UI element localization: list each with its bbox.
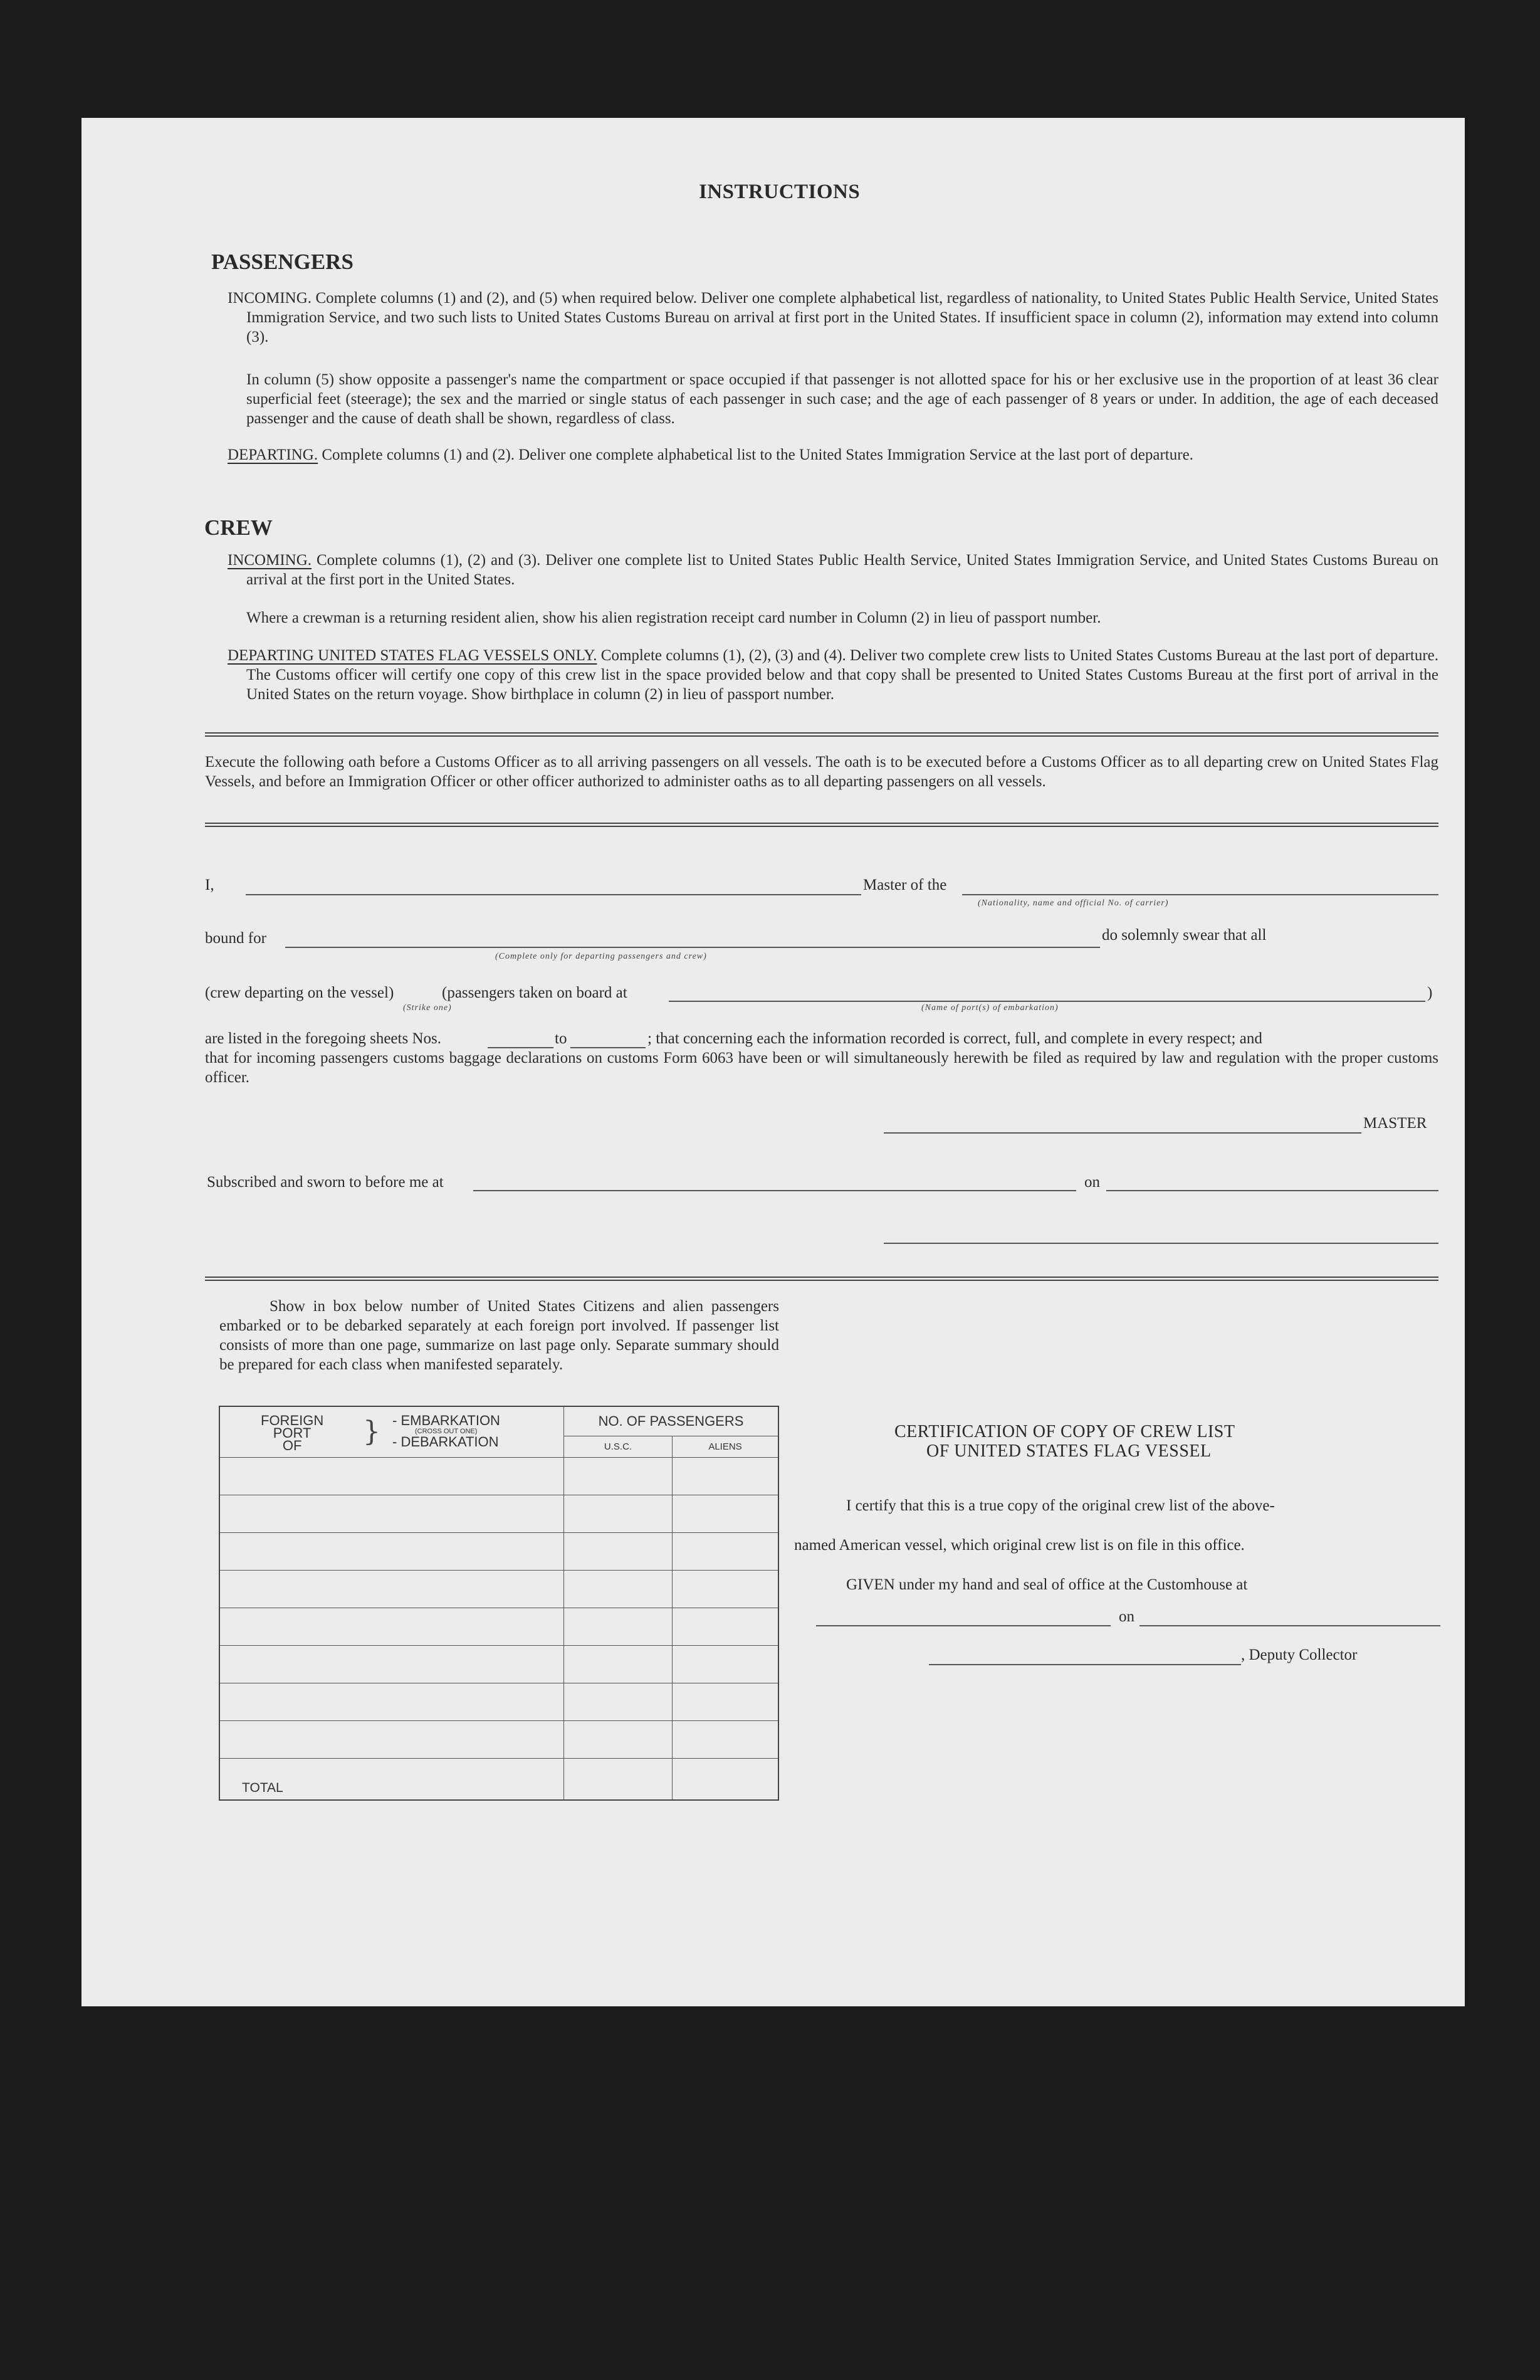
port-label: PORT [273, 1425, 312, 1441]
crew-departing-label: DEPARTING UNITED STATES FLAG VESSELS ONLY. [228, 647, 597, 664]
passengers-departing-label: DEPARTING. [228, 446, 318, 463]
listed-paragraph-end: that for incoming passengers customs baggage declarations on customs Form 6063 have been or will simultaneously herewith be filed as required by law and regulation with the proper customs officer. [205, 1050, 1438, 1086]
crew-incoming-text: Complete columns (1), (2) and (3). Deliver one complete list to United States Public Health Service, United States Immigration Service, and United States Customs Bureau on arrival at the first port in the United States. [246, 552, 1438, 588]
carrier-caption: (Nationality, name and official No. of carrier) [978, 898, 1169, 908]
aliens-cell[interactable] [673, 1533, 779, 1571]
debarkation-option: - DEBARKATION [392, 1434, 499, 1450]
port-cell[interactable] [219, 1608, 564, 1646]
divider-rule [205, 1277, 1438, 1281]
certification-heading-1: CERTIFICATION OF COPY OF CREW LIST [894, 1422, 1235, 1441]
of-label: OF [282, 1438, 302, 1453]
usc-cell[interactable] [564, 1495, 673, 1533]
passengers-departing-paragraph [228, 445, 1438, 465]
table-row [219, 1721, 778, 1759]
bound-for-caption: (Complete only for departing passengers and crew) [495, 952, 707, 961]
aliens-cell[interactable] [673, 1683, 779, 1721]
form-page [81, 118, 1465, 2006]
aliens-cell[interactable] [673, 1721, 779, 1759]
port-cell[interactable] [219, 1646, 564, 1683]
aliens-cell[interactable] [673, 1458, 779, 1495]
sworn-date-field[interactable] [1106, 1190, 1438, 1191]
aliens-cell[interactable] [673, 1571, 779, 1608]
port-cell[interactable] [219, 1721, 564, 1759]
passengers-column5-paragraph: In column (5) show opposite a passenger's name the compartment or space occupied if that passenger is not allotted space for his or her exclusive use in the proportion of at least 36 clear superficial feet (steerage); the sex and the married or single status of each passenger in such case; and the age of each passenger of 8 years or under. In addition, the age of each deceased passenger and the cause of death shall be shown, regardless of class. [246, 371, 1438, 427]
listed-continuation: ; that concerning each the information recorded is correct, full, and complete in every respect; and [647, 1030, 1262, 1047]
carrier-field[interactable] [962, 894, 1438, 895]
passengers-incoming-label: INCOMING. [228, 290, 312, 307]
aliens-cell[interactable] [673, 1495, 779, 1533]
port-cell[interactable] [219, 1458, 564, 1495]
table-row [219, 1458, 778, 1495]
passengers-heading: PASSENGERS [211, 250, 354, 274]
embarkation-option: - EMBARKATION [392, 1413, 500, 1428]
subscribed-label: Subscribed and sworn to before me at [207, 1174, 444, 1191]
crew-incoming-paragraph [228, 550, 1438, 589]
usc-cell[interactable] [564, 1683, 673, 1721]
table-row [219, 1646, 778, 1683]
certify-line-3: GIVEN under my hand and seal of office at the Customhouse at [846, 1576, 1248, 1593]
brace-icon: } [363, 1416, 380, 1448]
table-row [219, 1571, 778, 1608]
crew-departing-option: (crew departing on the vessel) [205, 984, 394, 1001]
sworn-place-field[interactable] [473, 1190, 1076, 1191]
usc-header: U.S.C. [564, 1436, 673, 1458]
cross-out-label: (CROSS OUT ONE) [415, 1428, 478, 1435]
divider-rule [205, 823, 1438, 827]
passengers-departing-text: Complete columns (1) and (2). Deliver one complete alphabetical list to the United States Immigration Service at the last port of departure. [322, 446, 1193, 463]
usc-cell[interactable] [564, 1533, 673, 1571]
aliens-cell[interactable] [673, 1646, 779, 1683]
total-label: TOTAL [219, 1759, 564, 1801]
port-cell[interactable] [219, 1495, 564, 1533]
foreign-port-header [219, 1406, 564, 1458]
master-name-field[interactable] [246, 894, 861, 895]
strike-one-caption: (Strike one) [403, 1003, 452, 1013]
total-aliens-cell[interactable] [673, 1759, 779, 1801]
divider-rule [205, 732, 1438, 737]
port-cell[interactable] [219, 1571, 564, 1608]
embarkation-ports-field[interactable] [669, 1001, 1425, 1002]
certify-place-field[interactable] [816, 1625, 1111, 1626]
certify-on-label: on [1119, 1608, 1134, 1625]
sworn-on-label: on [1084, 1174, 1100, 1191]
total-usc-cell[interactable] [564, 1759, 673, 1801]
port-cell[interactable] [219, 1683, 564, 1721]
table-row [219, 1608, 778, 1646]
crew-heading: CREW [204, 515, 273, 540]
crew-departing-paragraph [228, 646, 1438, 704]
usc-cell[interactable] [564, 1571, 673, 1608]
aliens-cell[interactable] [673, 1608, 779, 1646]
oath-i-label: I, [205, 877, 214, 893]
certify-line-2: named American vessel, which original crew list is on file in this office. [794, 1537, 1245, 1554]
master-label: MASTER [1363, 1115, 1427, 1132]
deputy-collector-label: , Deputy Collector [1241, 1646, 1358, 1663]
usc-cell[interactable] [564, 1458, 673, 1495]
to-label: to [555, 1030, 567, 1047]
swear-label: do solemnly swear that all [1102, 927, 1267, 944]
table-row [219, 1683, 778, 1721]
passengers-incoming-text: Complete columns (1) and (2), and (5) when required below. Deliver one complete alphabetical list, regardless of nationality, to United States Public Health Service, United States Immigration Service, and two such lists to United States Customs Bureau on arrival at first port in the United States. If insufficient space in column (2), information may extend into column (3). [246, 290, 1439, 345]
bound-for-label: bound for [205, 930, 266, 947]
oath-instruction-paragraph: Execute the following oath before a Customs Officer as to all arriving passengers on all vessels. The oath is to be executed before a Customs Officer as to all departing crew on United States Flag Vessels, and before an Immigration Officer or other officer authorized to administer oaths as to all departing passengers on all vessels. [205, 754, 1438, 790]
passengers-incoming-paragraph [228, 288, 1438, 347]
passenger-summary-table [219, 1406, 779, 1801]
certify-date-field[interactable] [1139, 1625, 1440, 1626]
ports-caption: (Name of port(s) of embarkation) [921, 1003, 1059, 1013]
bound-for-field[interactable] [285, 947, 1100, 948]
passengers-taken-option: (passengers taken on board at [442, 984, 627, 1001]
certify-line-1: I certify that this is a true copy of the original crew list of the above- [846, 1497, 1275, 1514]
officer-signature-field[interactable] [884, 1243, 1438, 1244]
crew-departing-text: Complete columns (1), (2), (3) and (4). Deliver two complete crew lists to United States Customs Bureau at the last port of departure. The Customs officer will certify one copy of this crew list in the space provided below and that copy shall be presented to United States Customs Bureau at the first port of arrival in the United States on the return voyage. Show birthplace in column (2) in lieu of passport number. [246, 647, 1439, 703]
page-title: INSTRUCTIONS [699, 181, 861, 203]
listed-sheets-label: are listed in the foregoing sheets Nos. [205, 1030, 441, 1047]
table-row [219, 1495, 778, 1533]
usc-cell[interactable] [564, 1721, 673, 1759]
table-row [219, 1533, 778, 1571]
master-signature-field[interactable] [884, 1132, 1361, 1134]
certification-heading-2: OF UNITED STATES FLAG VESSEL [926, 1441, 1212, 1461]
port-cell[interactable] [219, 1533, 564, 1571]
usc-cell[interactable] [564, 1608, 673, 1646]
summary-instruction: Show in box below number of United States Citizens and alien passengers embarked or to be debarked separately at each foreign port involved. If passenger list consists of more than one page, summarize on last page only. Separate summary should be prepared for each class when manifested separately. [219, 1298, 779, 1373]
total-row [219, 1759, 778, 1801]
foreign-label: FOREIGN [261, 1413, 324, 1428]
aliens-header: ALIENS [673, 1436, 779, 1458]
crew-resident-paragraph: Where a crewman is a returning resident alien, show his alien registration receipt card number in Column (2) in lieu of passport number. [246, 609, 1101, 626]
deputy-collector-field[interactable] [929, 1664, 1241, 1665]
usc-cell[interactable] [564, 1646, 673, 1683]
master-of-the-label: Master of the [863, 877, 947, 893]
oath-close-paren: ) [1427, 984, 1433, 1001]
no-passengers-header: NO. OF PASSENGERS [564, 1406, 779, 1436]
crew-incoming-label: INCOMING. [228, 552, 312, 569]
